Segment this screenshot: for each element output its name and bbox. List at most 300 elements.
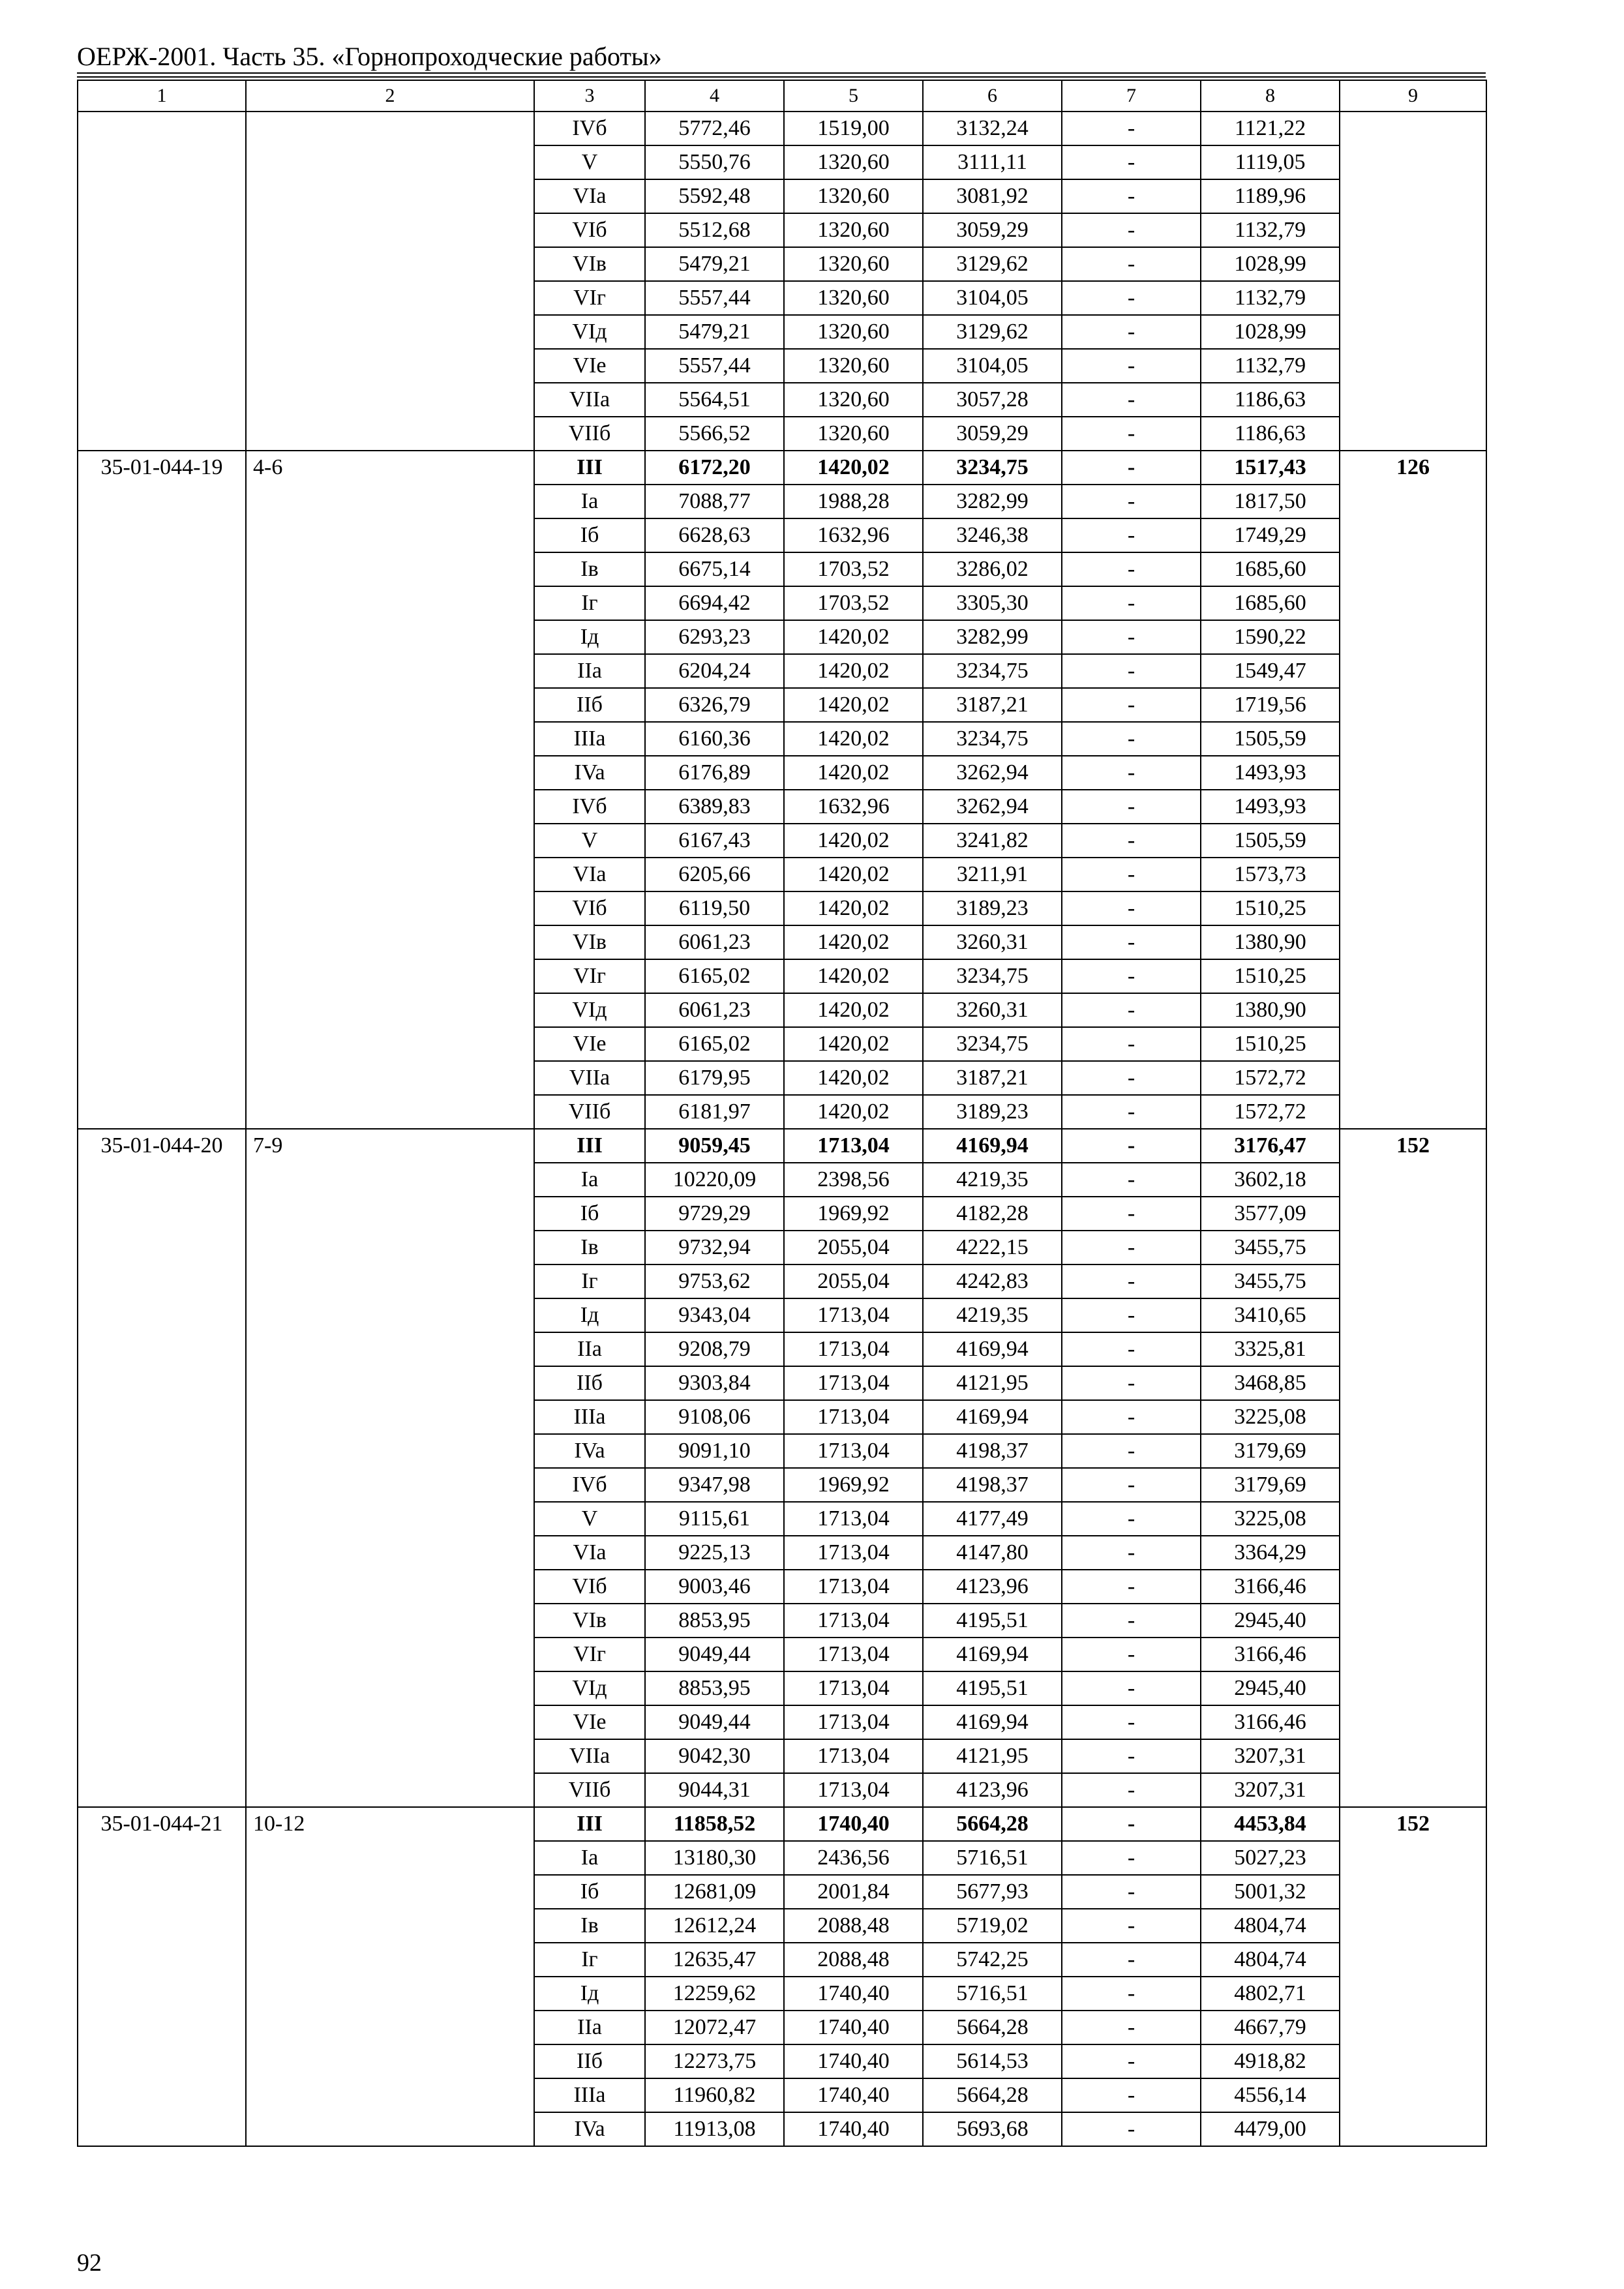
value-cell: 3187,21 <box>923 1061 1062 1095</box>
value-cell: 4123,96 <box>923 1773 1062 1807</box>
value-cell: 1685,60 <box>1201 586 1340 620</box>
category-cell: V <box>534 145 645 179</box>
value-cell: 4918,82 <box>1201 2044 1340 2078</box>
category-cell: Iд <box>534 620 645 654</box>
value-cell: 9049,44 <box>645 1638 784 1671</box>
value-cell: - <box>1062 1807 1201 1841</box>
value-cell: 3262,94 <box>923 756 1062 790</box>
value-cell: 3286,02 <box>923 552 1062 586</box>
value-cell: - <box>1062 1298 1201 1332</box>
value-cell: 1420,02 <box>784 451 923 485</box>
value-cell: 1420,02 <box>784 620 923 654</box>
value-cell: 1420,02 <box>784 925 923 959</box>
value-cell: - <box>1062 1638 1201 1671</box>
value-cell: 6205,66 <box>645 858 784 891</box>
value-cell: 1713,04 <box>784 1705 923 1739</box>
page-header: ОЕРЖ-2001. Часть 35. «Горнопроходческие работы» <box>77 42 662 71</box>
value-cell: 1713,04 <box>784 1434 923 1468</box>
column-number: 6 <box>923 80 1062 112</box>
category-cell: Iг <box>534 586 645 620</box>
category-cell: III <box>534 451 645 485</box>
value-cell: 1420,02 <box>784 993 923 1027</box>
value-cell: 4198,37 <box>923 1434 1062 1468</box>
page-number: 92 <box>77 2249 102 2277</box>
category-cell: V <box>534 824 645 858</box>
value-cell: 5550,76 <box>645 145 784 179</box>
category-cell: Iб <box>534 518 645 552</box>
category-cell: VIв <box>534 247 645 281</box>
value-cell: 3364,29 <box>1201 1536 1340 1570</box>
rate-range: 4-6 <box>246 451 534 1129</box>
value-cell: - <box>1062 1875 1201 1909</box>
value-cell: 4195,51 <box>923 1671 1062 1705</box>
value-cell: 3187,21 <box>923 688 1062 722</box>
column-number: 7 <box>1062 80 1201 112</box>
value-cell: 1119,05 <box>1201 145 1340 179</box>
value-cell: - <box>1062 858 1201 891</box>
value-cell: 1420,02 <box>784 722 923 756</box>
column-number: 3 <box>534 80 645 112</box>
value-cell: 6119,50 <box>645 891 784 925</box>
value-cell: 1420,02 <box>784 654 923 688</box>
category-cell: IIб <box>534 2044 645 2078</box>
value-cell: 6181,97 <box>645 1095 784 1129</box>
rate-code: 35-01-044-19 <box>78 451 246 1129</box>
category-cell: VIIб <box>534 1095 645 1129</box>
value-cell: - <box>1062 1197 1201 1231</box>
column-number: 2 <box>246 80 534 112</box>
value-cell: 3234,75 <box>923 1027 1062 1061</box>
value-cell: 3166,46 <box>1201 1638 1340 1671</box>
value-cell: 3234,75 <box>923 654 1062 688</box>
value-cell: 9208,79 <box>645 1332 784 1366</box>
value-cell: 4195,51 <box>923 1604 1062 1638</box>
value-cell: 1713,04 <box>784 1400 923 1434</box>
value-cell: 1590,22 <box>1201 620 1340 654</box>
table-row <box>78 1807 1486 1841</box>
category-cell: VIa <box>534 858 645 891</box>
value-cell: 3081,92 <box>923 179 1062 213</box>
value-cell: 1632,96 <box>784 518 923 552</box>
value-cell: 3234,75 <box>923 451 1062 485</box>
value-cell: 3189,23 <box>923 1095 1062 1129</box>
value-cell: 1719,56 <box>1201 688 1340 722</box>
rate-range: 7-9 <box>246 1129 534 1807</box>
value-cell: 2088,48 <box>784 1909 923 1943</box>
category-cell: VIб <box>534 1570 645 1604</box>
rates-table <box>77 80 1487 2147</box>
value-cell: 4169,94 <box>923 1332 1062 1366</box>
value-cell: 2945,40 <box>1201 1604 1340 1638</box>
value-cell: - <box>1062 1671 1201 1705</box>
value-cell: 3577,09 <box>1201 1197 1340 1231</box>
value-cell: 1685,60 <box>1201 552 1340 586</box>
value-cell: 3234,75 <box>923 959 1062 993</box>
value-cell: 3189,23 <box>923 891 1062 925</box>
value-cell: 9753,62 <box>645 1264 784 1298</box>
category-cell: IIIa <box>534 722 645 756</box>
header-rule <box>77 72 1486 74</box>
value-cell: 6061,23 <box>645 925 784 959</box>
value-cell: 4219,35 <box>923 1163 1062 1197</box>
value-cell: - <box>1062 1061 1201 1095</box>
category-cell: VIIб <box>534 1773 645 1807</box>
value-cell: 8853,95 <box>645 1671 784 1705</box>
value-cell: 3129,62 <box>923 315 1062 349</box>
value-cell: - <box>1062 247 1201 281</box>
value-cell: 1703,52 <box>784 586 923 620</box>
value-cell: 5027,23 <box>1201 1841 1340 1875</box>
value-cell: 9059,45 <box>645 1129 784 1163</box>
value-cell: 1380,90 <box>1201 925 1340 959</box>
value-cell: - <box>1062 1264 1201 1298</box>
value-cell: 6167,43 <box>645 824 784 858</box>
value-cell: 9303,84 <box>645 1366 784 1400</box>
value-cell: 1132,79 <box>1201 213 1340 247</box>
value-cell: 5614,53 <box>923 2044 1062 2078</box>
category-cell: VIa <box>534 1536 645 1570</box>
value-cell: 9115,61 <box>645 1502 784 1536</box>
value-cell: 3179,69 <box>1201 1468 1340 1502</box>
value-cell: - <box>1062 1366 1201 1400</box>
value-cell: 1320,60 <box>784 281 923 315</box>
value-cell: - <box>1062 654 1201 688</box>
value-cell: 1969,92 <box>784 1197 923 1231</box>
value-cell: 1713,04 <box>784 1129 923 1163</box>
value-cell: 1320,60 <box>784 247 923 281</box>
value-cell: - <box>1062 722 1201 756</box>
value-cell: 12681,09 <box>645 1875 784 1909</box>
value-cell: - <box>1062 1977 1201 2011</box>
value-cell: - <box>1062 688 1201 722</box>
value-cell: 1320,60 <box>784 383 923 417</box>
value-cell: 3225,08 <box>1201 1400 1340 1434</box>
value-cell: 6165,02 <box>645 1027 784 1061</box>
value-cell: - <box>1062 2112 1201 2146</box>
value-cell: 1320,60 <box>784 179 923 213</box>
value-cell: 1573,73 <box>1201 858 1340 891</box>
value-cell: 5664,28 <box>923 2078 1062 2112</box>
value-cell: 6179,95 <box>645 1061 784 1095</box>
value-cell: 1740,40 <box>784 2044 923 2078</box>
value-cell: 3325,81 <box>1201 1332 1340 1366</box>
value-cell: 6694,42 <box>645 586 784 620</box>
rate-code <box>78 112 246 451</box>
value-cell: - <box>1062 1332 1201 1366</box>
category-cell: Ia <box>534 1841 645 1875</box>
value-cell: 1028,99 <box>1201 315 1340 349</box>
category-cell: VIд <box>534 1671 645 1705</box>
value-cell: 1320,60 <box>784 315 923 349</box>
value-cell: - <box>1062 145 1201 179</box>
value-cell: 1713,04 <box>784 1638 923 1671</box>
value-cell: 3104,05 <box>923 349 1062 383</box>
value-cell: 3225,08 <box>1201 1502 1340 1536</box>
value-cell: 4198,37 <box>923 1468 1062 1502</box>
value-cell: - <box>1062 1739 1201 1773</box>
value-cell: 1420,02 <box>784 858 923 891</box>
value-cell: 9225,13 <box>645 1536 784 1570</box>
category-cell: VIг <box>534 281 645 315</box>
value-cell: 9003,46 <box>645 1570 784 1604</box>
value-cell: 1420,02 <box>784 1027 923 1061</box>
category-cell: Iб <box>534 1875 645 1909</box>
value-cell: 1132,79 <box>1201 349 1340 383</box>
category-cell: VIe <box>534 349 645 383</box>
category-cell: VIв <box>534 925 645 959</box>
value-cell: 5557,44 <box>645 349 784 383</box>
value-cell: 3241,82 <box>923 824 1062 858</box>
value-cell: 9042,30 <box>645 1739 784 1773</box>
value-cell: 5716,51 <box>923 1977 1062 2011</box>
value-cell: 2055,04 <box>784 1231 923 1264</box>
value-cell: 1320,60 <box>784 145 923 179</box>
value-cell: 5716,51 <box>923 1841 1062 1875</box>
value-cell: - <box>1062 349 1201 383</box>
category-cell: IIб <box>534 688 645 722</box>
value-cell: 12273,75 <box>645 2044 784 2078</box>
value-cell: 3176,47 <box>1201 1129 1340 1163</box>
value-cell: - <box>1062 790 1201 824</box>
value-cell: - <box>1062 1705 1201 1739</box>
value-cell: 11960,82 <box>645 2078 784 2112</box>
category-cell: Iд <box>534 1298 645 1332</box>
category-cell: Ia <box>534 485 645 518</box>
value-cell: 1713,04 <box>784 1739 923 1773</box>
category-cell: Iв <box>534 1231 645 1264</box>
category-cell: Iд <box>534 1977 645 2011</box>
value-cell: - <box>1062 1163 1201 1197</box>
value-cell: 3059,29 <box>923 417 1062 451</box>
value-cell: 3166,46 <box>1201 1705 1340 1739</box>
category-cell: VIг <box>534 1638 645 1671</box>
value-cell: 3282,99 <box>923 485 1062 518</box>
value-cell: 1505,59 <box>1201 824 1340 858</box>
value-cell: 1420,02 <box>784 1061 923 1095</box>
value-cell: 3260,31 <box>923 993 1062 1027</box>
value-cell: 1740,40 <box>784 2112 923 2146</box>
value-cell: 3246,38 <box>923 518 1062 552</box>
value-cell: 3260,31 <box>923 925 1062 959</box>
value-cell: 8853,95 <box>645 1604 784 1638</box>
value-cell: 4556,14 <box>1201 2078 1340 2112</box>
value-cell: 4804,74 <box>1201 1909 1340 1943</box>
category-cell: VIб <box>534 891 645 925</box>
value-cell: 5772,46 <box>645 112 784 145</box>
column-number: 9 <box>1340 80 1486 112</box>
value-cell: 4802,71 <box>1201 1977 1340 2011</box>
value-cell: - <box>1062 1400 1201 1434</box>
value-cell: - <box>1062 1129 1201 1163</box>
value-cell: - <box>1062 112 1201 145</box>
category-cell: IVa <box>534 2112 645 2146</box>
value-cell: - <box>1062 1604 1201 1638</box>
value-cell: 9091,10 <box>645 1434 784 1468</box>
value-cell: - <box>1062 824 1201 858</box>
column-number-row <box>78 80 1486 112</box>
value-cell: - <box>1062 1502 1201 1536</box>
category-cell: IIa <box>534 654 645 688</box>
category-cell: VIa <box>534 179 645 213</box>
value-cell: - <box>1062 1909 1201 1943</box>
value-cell: 1420,02 <box>784 891 923 925</box>
value-cell: 3111,11 <box>923 145 1062 179</box>
value-cell: 1740,40 <box>784 1807 923 1841</box>
value-cell: 3207,31 <box>1201 1739 1340 1773</box>
value-cell: - <box>1062 552 1201 586</box>
value-cell: 4169,94 <box>923 1129 1062 1163</box>
value-cell: - <box>1062 451 1201 485</box>
rate-range <box>246 112 534 451</box>
value-cell: - <box>1062 1943 1201 1977</box>
value-cell: 1320,60 <box>784 417 923 451</box>
category-cell: IVб <box>534 790 645 824</box>
category-cell: VIe <box>534 1705 645 1739</box>
value-cell: 9044,31 <box>645 1773 784 1807</box>
value-cell: 4222,15 <box>923 1231 1062 1264</box>
value-cell: - <box>1062 383 1201 417</box>
category-cell: VIв <box>534 1604 645 1638</box>
value-cell: - <box>1062 1841 1201 1875</box>
category-cell: IVб <box>534 1468 645 1502</box>
rate-range: 10-12 <box>246 1807 534 2146</box>
value-cell: - <box>1062 1570 1201 1604</box>
rate-code: 35-01-044-20 <box>78 1129 246 1807</box>
category-cell: III <box>534 1807 645 1841</box>
value-cell: 7088,77 <box>645 485 784 518</box>
value-cell: 1749,29 <box>1201 518 1340 552</box>
column-9-value: 126 <box>1340 451 1486 1129</box>
value-cell: - <box>1062 281 1201 315</box>
value-cell: 5566,52 <box>645 417 784 451</box>
value-cell: - <box>1062 1231 1201 1264</box>
category-cell: VIб <box>534 213 645 247</box>
value-cell: 4242,83 <box>923 1264 1062 1298</box>
category-cell: IVб <box>534 112 645 145</box>
value-cell: - <box>1062 586 1201 620</box>
category-cell: IVa <box>534 1434 645 1468</box>
value-cell: 6160,36 <box>645 722 784 756</box>
category-cell: VIIб <box>534 417 645 451</box>
value-cell: 6176,89 <box>645 756 784 790</box>
value-cell: - <box>1062 1773 1201 1807</box>
category-cell: VIд <box>534 315 645 349</box>
value-cell: 1713,04 <box>784 1332 923 1366</box>
value-cell: 1632,96 <box>784 790 923 824</box>
value-cell: 6293,23 <box>645 620 784 654</box>
value-cell: 1420,02 <box>784 959 923 993</box>
category-cell: IVa <box>534 756 645 790</box>
value-cell: 5479,21 <box>645 315 784 349</box>
value-cell: 3262,94 <box>923 790 1062 824</box>
value-cell: 1510,25 <box>1201 891 1340 925</box>
value-cell: 9729,29 <box>645 1197 784 1231</box>
value-cell: 9347,98 <box>645 1468 784 1502</box>
value-cell: 6389,83 <box>645 790 784 824</box>
value-cell: 4453,84 <box>1201 1807 1340 1841</box>
category-cell: IIa <box>534 2011 645 2044</box>
value-cell: 2088,48 <box>784 1943 923 1977</box>
column-9-value: 152 <box>1340 1129 1486 1807</box>
value-cell: - <box>1062 2011 1201 2044</box>
value-cell: 1740,40 <box>784 2011 923 2044</box>
value-cell: 4219,35 <box>923 1298 1062 1332</box>
value-cell: 5677,93 <box>923 1875 1062 1909</box>
value-cell: 6204,24 <box>645 654 784 688</box>
category-cell: Iг <box>534 1943 645 1977</box>
value-cell: 1713,04 <box>784 1773 923 1807</box>
table-row <box>78 112 1486 145</box>
value-cell: 12259,62 <box>645 1977 784 2011</box>
value-cell: 9732,94 <box>645 1231 784 1264</box>
category-cell: IIIa <box>534 1400 645 1434</box>
value-cell: 3104,05 <box>923 281 1062 315</box>
value-cell: 1320,60 <box>784 349 923 383</box>
value-cell: 1713,04 <box>784 1502 923 1536</box>
category-cell: III <box>534 1129 645 1163</box>
value-cell: 1505,59 <box>1201 722 1340 756</box>
value-cell: - <box>1062 993 1201 1027</box>
value-cell: 9049,44 <box>645 1705 784 1739</box>
value-cell: 12635,47 <box>645 1943 784 1977</box>
value-cell: 4479,00 <box>1201 2112 1340 2146</box>
value-cell: - <box>1062 1027 1201 1061</box>
category-cell: VIIa <box>534 383 645 417</box>
value-cell: - <box>1062 891 1201 925</box>
value-cell: 4667,79 <box>1201 2011 1340 2044</box>
column-number: 5 <box>784 80 923 112</box>
value-cell: 1969,92 <box>784 1468 923 1502</box>
value-cell: - <box>1062 2044 1201 2078</box>
value-cell: 3057,28 <box>923 383 1062 417</box>
value-cell: 6326,79 <box>645 688 784 722</box>
value-cell: 1510,25 <box>1201 1027 1340 1061</box>
category-cell: Ia <box>534 1163 645 1197</box>
value-cell: 4169,94 <box>923 1638 1062 1671</box>
value-cell: 1028,99 <box>1201 247 1340 281</box>
value-cell: 3410,65 <box>1201 1298 1340 1332</box>
value-cell: 3305,30 <box>923 586 1062 620</box>
value-cell: - <box>1062 756 1201 790</box>
value-cell: 5742,25 <box>923 1943 1062 1977</box>
value-cell: 1132,79 <box>1201 281 1340 315</box>
value-cell: - <box>1062 1468 1201 1502</box>
value-cell: 5557,44 <box>645 281 784 315</box>
value-cell: 5479,21 <box>645 247 784 281</box>
value-cell: 4804,74 <box>1201 1943 1340 1977</box>
value-cell: 5664,28 <box>923 1807 1062 1841</box>
value-cell: 1703,52 <box>784 552 923 586</box>
value-cell: 1519,00 <box>784 112 923 145</box>
value-cell: 1572,72 <box>1201 1061 1340 1095</box>
value-cell: 4121,95 <box>923 1739 1062 1773</box>
value-cell: - <box>1062 213 1201 247</box>
value-cell: 3211,91 <box>923 858 1062 891</box>
column-9-value <box>1340 112 1486 451</box>
value-cell: 1713,04 <box>784 1570 923 1604</box>
category-cell: VIIa <box>534 1061 645 1095</box>
value-cell: 4147,80 <box>923 1536 1062 1570</box>
value-cell: - <box>1062 315 1201 349</box>
table-row <box>78 451 1486 485</box>
category-cell: V <box>534 1502 645 1536</box>
value-cell: - <box>1062 1095 1201 1129</box>
table-row <box>78 1129 1486 1163</box>
column-number: 8 <box>1201 80 1340 112</box>
category-cell: VIг <box>534 959 645 993</box>
category-cell: IIIa <box>534 2078 645 2112</box>
value-cell: 1713,04 <box>784 1298 923 1332</box>
